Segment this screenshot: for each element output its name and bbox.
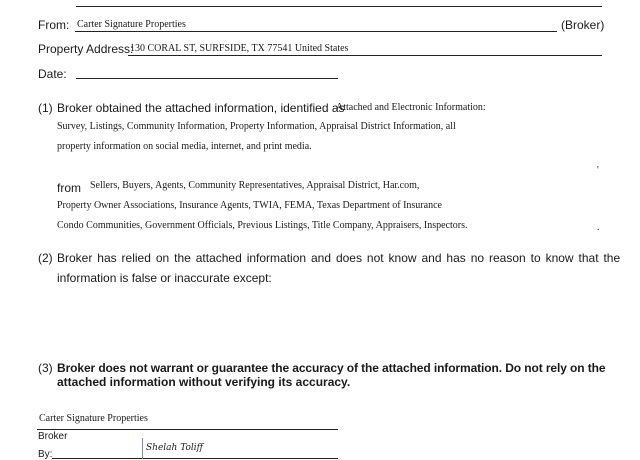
from-label: From: bbox=[38, 18, 70, 32]
section-1-number: (1) bbox=[38, 101, 53, 115]
section-3-number: (3) bbox=[38, 361, 53, 375]
address-underline bbox=[128, 55, 602, 56]
signature-divider bbox=[142, 438, 143, 459]
section-2-line-2: information is false or inaccurate except: bbox=[57, 271, 272, 285]
stray-mark-1: ' bbox=[597, 165, 599, 176]
section-1-line-2: Survey, Listings, Community Information, Property Information, Appraisal District Information, all bbox=[57, 121, 456, 132]
section-1-from-line-2: Property Owner Associations, Insurance Agents, TWIA, FEMA, Texas Department of Insurance bbox=[57, 200, 442, 211]
stray-mark-2: . bbox=[597, 222, 600, 233]
footer-by-label: By: bbox=[38, 449, 53, 460]
section-1-from-label: from bbox=[57, 181, 81, 195]
from-value: Carter Signature Properties bbox=[77, 19, 186, 30]
top-rule bbox=[76, 6, 602, 7]
section-1-from-line-3: Condo Communities, Government Officials, Previous Listings, Title Company, Appraisers, Inspectors. bbox=[57, 220, 468, 231]
property-address-label: Property Address: bbox=[38, 42, 134, 56]
signature: Shelah Toliff bbox=[146, 443, 204, 453]
section-2-line-1: Broker has relied on the attached information and does not know and has no reason to know that the bbox=[57, 251, 621, 265]
signature-underline bbox=[52, 458, 338, 459]
section-1-from-line-1: Sellers, Buyers, Agents, Community Representatives, Appraisal District, Har.com, bbox=[90, 180, 420, 191]
section-1-line-3: property information on social media, internet, and print media. bbox=[57, 141, 312, 152]
broker-name-underline bbox=[37, 429, 338, 430]
footer-broker-name: Carter Signature Properties bbox=[39, 413, 148, 424]
footer-broker-label: Broker bbox=[38, 431, 68, 442]
from-underline bbox=[75, 31, 557, 32]
section-3-line-1: Broker does not warrant or guarantee the accuracy of the attached information. Do not rely on the bbox=[57, 361, 606, 375]
section-1-lead: Broker obtained the attached information, identified as bbox=[57, 101, 345, 115]
property-address-value: 130 CORAL ST, SURFSIDE, TX 77541 United States bbox=[130, 43, 349, 54]
broker-suffix: (Broker) bbox=[561, 18, 605, 32]
section-2-number: (2) bbox=[38, 251, 53, 265]
section-1-identified: Attached and Electronic Information: bbox=[336, 102, 486, 113]
section-3-line-2: attached information without verifying its accuracy. bbox=[57, 375, 351, 389]
date-underline bbox=[76, 78, 338, 79]
date-label: Date: bbox=[38, 67, 67, 81]
